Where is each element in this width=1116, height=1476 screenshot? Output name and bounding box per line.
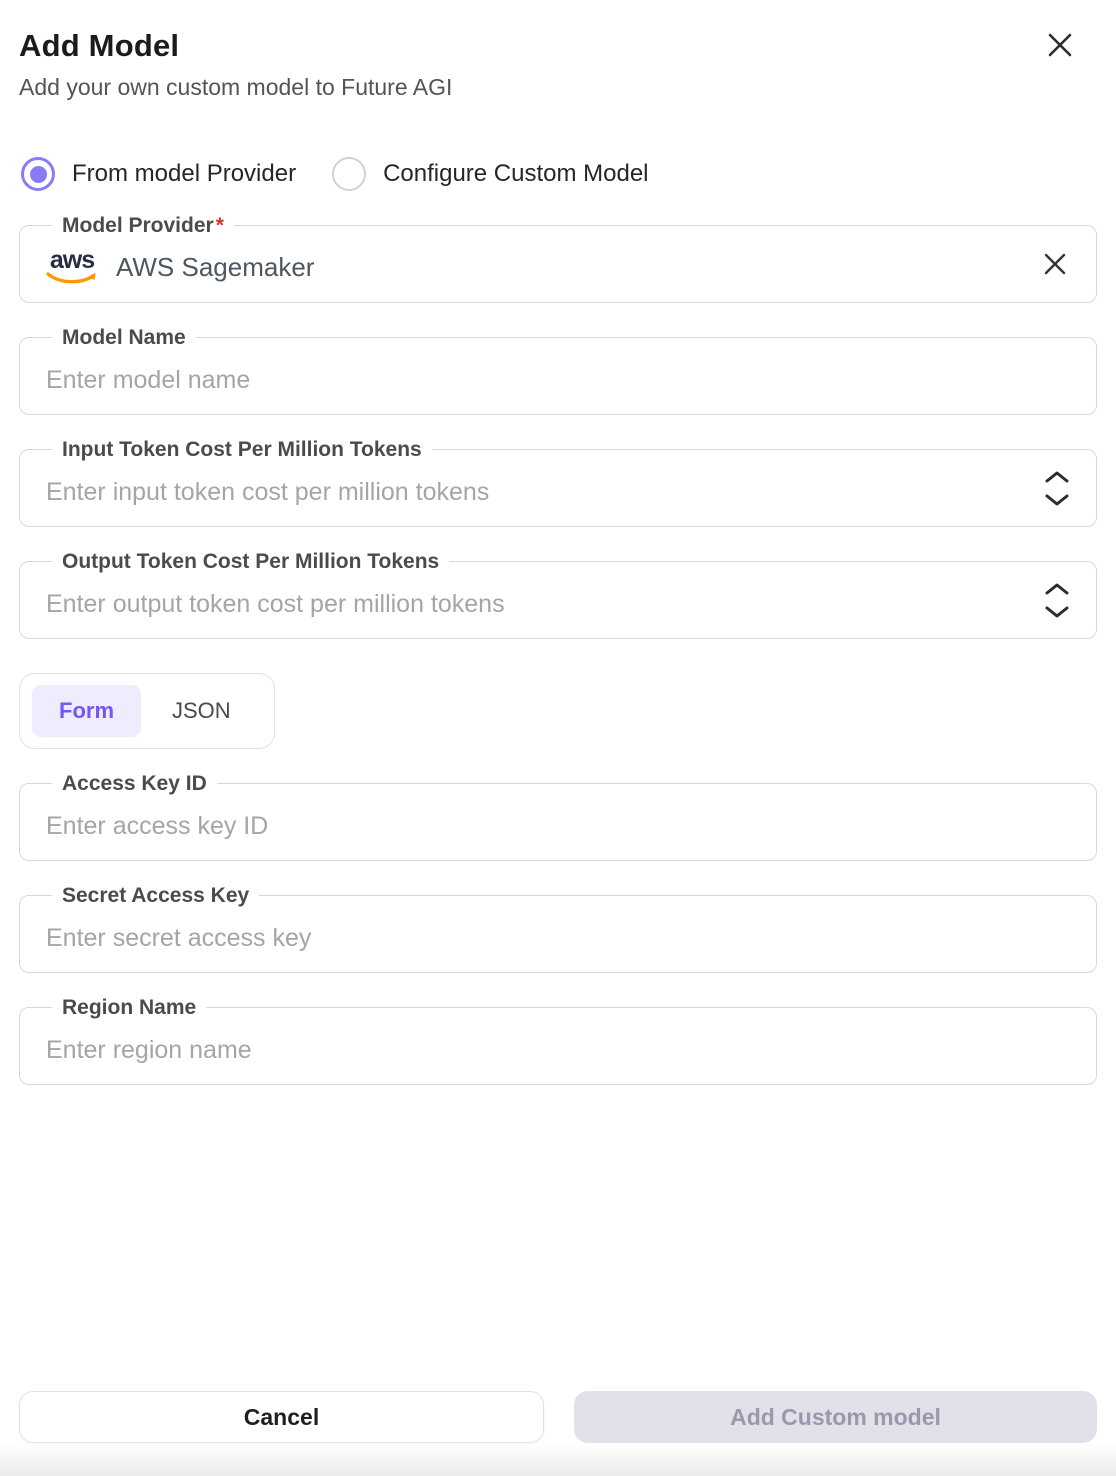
- stepper-down-button[interactable]: [1044, 493, 1070, 507]
- radio-label: Configure Custom Model: [383, 160, 649, 187]
- radio-from-model-provider[interactable]: [21, 157, 296, 191]
- radio-unselected-icon: [332, 157, 366, 191]
- page-subtitle: Add your own custom model to Future AGI: [19, 74, 453, 100]
- model-name-field: [19, 326, 1097, 415]
- model-name-label: Model Name: [52, 323, 196, 353]
- tab-form[interactable]: Form: [32, 685, 141, 737]
- modal-footer: [19, 1391, 1097, 1443]
- chevron-down-icon: [1044, 493, 1070, 507]
- access-key-id-field: [19, 772, 1097, 861]
- add-custom-model-button[interactable]: Add Custom model: [574, 1391, 1097, 1443]
- input-token-cost-stepper: [1044, 450, 1070, 526]
- secret-access-key-field: [19, 884, 1097, 973]
- clear-icon: [1041, 250, 1069, 278]
- tab-json[interactable]: JSON: [141, 685, 262, 737]
- radio-label: From model Provider: [72, 160, 297, 187]
- access-key-id-label: Access Key ID: [52, 769, 217, 799]
- radio-configure-custom-model[interactable]: [332, 157, 648, 191]
- stepper-up-button[interactable]: [1044, 470, 1070, 484]
- chevron-up-icon: [1044, 582, 1070, 596]
- region-name-label: Region Name: [52, 993, 206, 1023]
- output-token-cost-stepper: [1044, 562, 1070, 638]
- input-token-cost-field: [19, 438, 1097, 527]
- bottom-shadow-gradient: [0, 1444, 1116, 1476]
- region-name-field: [19, 996, 1097, 1085]
- output-token-cost-label: Output Token Cost Per Million Tokens: [52, 547, 449, 577]
- chevron-up-icon: [1044, 470, 1070, 484]
- chevron-down-icon: [1044, 605, 1070, 619]
- page-title: Add Model: [19, 28, 180, 63]
- secret-access-key-label: Secret Access Key: [52, 881, 259, 911]
- model-source-radio-group: [19, 157, 1097, 191]
- radio-selected-icon: [21, 157, 55, 191]
- stepper-up-button[interactable]: [1044, 582, 1070, 596]
- modal-header: [19, 0, 1097, 101]
- aws-smile-icon: [46, 271, 98, 286]
- credentials-mode-tabs: [19, 673, 275, 749]
- cancel-button[interactable]: Cancel: [19, 1391, 544, 1443]
- clear-provider-button[interactable]: [1038, 247, 1072, 281]
- model-provider-field[interactable]: [19, 214, 1097, 303]
- stepper-down-button[interactable]: [1044, 605, 1070, 619]
- model-provider-selected-value: AWS Sagemaker: [116, 251, 315, 282]
- output-token-cost-field: [19, 550, 1097, 639]
- required-asterisk: *: [215, 214, 224, 237]
- input-token-cost-label: Input Token Cost Per Million Tokens: [52, 435, 432, 465]
- model-provider-label: Model Provider*: [52, 211, 234, 241]
- close-icon: [1044, 29, 1076, 61]
- close-button[interactable]: [1041, 26, 1079, 64]
- aws-logo: aws: [46, 249, 98, 286]
